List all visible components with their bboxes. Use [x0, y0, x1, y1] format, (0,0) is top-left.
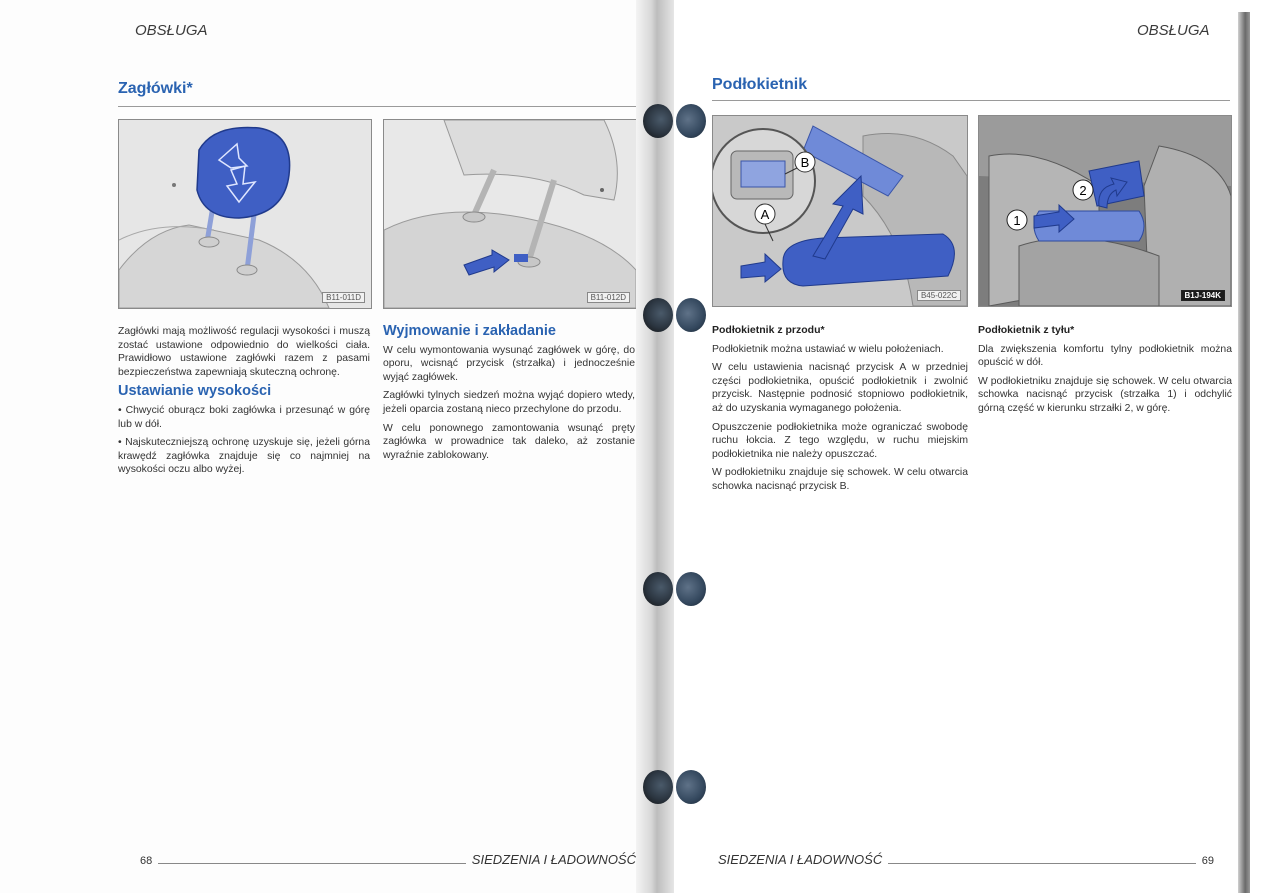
section-label-right: OBSŁUGA	[1137, 22, 1210, 39]
title-rule-right	[712, 100, 1230, 101]
footer-title: SIEDZENIA I ŁADOWNOŚĆ	[471, 852, 636, 867]
right-column-2	[978, 324, 1232, 421]
figure-code: B45-022C	[917, 290, 961, 301]
section-heading: Podłokietnik z przodu*	[712, 324, 825, 336]
paragraph: W celu wymontowania wysunąć zagłówek w górę, do oporu, wcisnąć przycisk (strzałka) i jednocześnie wyjąć zagłówek.	[383, 344, 635, 383]
paragraph: Podłokietnik można ustawiać w wielu położeniach.	[712, 343, 944, 355]
footer-rule	[888, 863, 1196, 864]
paragraph: Opuszczenie podłokietnika może ograniczać swobodę ruchu łokcia. Z tego względu, w ruchu miejskim podłokietnika nie należy opuszczać.	[712, 421, 968, 460]
page-title-left: Zagłówki*	[118, 80, 193, 97]
paragraph: W podłokietniku znajduje się schowek. W celu otwarcia schowka nacisnąć przycisk B.	[712, 467, 968, 492]
callout-2: 2	[1079, 183, 1087, 198]
callout-1: 1	[1013, 213, 1021, 228]
figure-headrest-removal	[383, 119, 637, 309]
footer-title: SIEDZENIA I ŁADOWNOŚĆ	[718, 852, 883, 867]
page-number: 69	[1201, 855, 1214, 867]
paragraph: W podłokietniku znajduje się schowek. W celu otwarcia schowka nacisnąć przycisk (strzałka 1) i odchylić górną część w kierunku strzałki 2, w górę.	[978, 375, 1232, 414]
footer-left	[140, 852, 636, 867]
paragraph: W celu ponownego zamontowania wsunąć pręty zagłówka w prowadnice tak daleko, aż zostanie wyraźnie zablokowany.	[383, 422, 635, 461]
title-rule-left	[118, 106, 636, 107]
figure-front-armrest	[712, 115, 968, 307]
figure-code: B11-011D	[322, 292, 365, 303]
figure-rear-armrest	[978, 115, 1232, 307]
paragraph: Zagłówki tylnych siedzeń można wyjąć dopiero wtedy, jeżeli oparcia zostaną nieco przechylone do przodu.	[383, 390, 635, 415]
page-title-right: Podłokietnik	[712, 76, 808, 93]
section-label-left: OBSŁUGA	[135, 22, 208, 39]
figure-headrest-height	[118, 119, 372, 309]
callout-b: B	[800, 155, 810, 170]
bullet-item: • Chwycić oburącz boki zagłówka i przesunąć w górę lub w dół.	[118, 404, 370, 430]
paragraph: W celu ustawienia nacisnąć przycisk A w przedniej części podłokietnika, opuścić podłokietnik i zwolnić przycisk. Następnie podnosić stopniowo podłokietnik, aż do uzyskania wymaganego położenia.	[712, 362, 968, 414]
figure-code: B1J-194K	[1181, 290, 1225, 301]
bullet-item: • Najskuteczniejszą ochronę uzyskuje się, jeżeli górna krawędź zagłówka znajduje się co najmniej na wysokości oczu albo wyżej.	[118, 437, 370, 476]
section-heading: Wyjmowanie i zakładanie	[383, 323, 556, 339]
footer-right	[718, 852, 1214, 867]
figure-code: B11-012D	[587, 292, 630, 303]
left-column-1	[118, 325, 370, 482]
section-heading: Ustawianie wysokości	[118, 383, 272, 400]
footer-rule	[158, 863, 466, 864]
left-column-2	[383, 325, 635, 467]
paragraph: Zagłówki mają możliwość regulacji wysokości i muszą zostać ustawione odpowiednio do wielkości ciała. Prawidłowo ustawione zagłówki razem z pasami bezpieczeństwa zapewniają skuteczną ochronę.	[118, 326, 370, 378]
right-column-1	[712, 324, 968, 499]
paragraph: Dla zwiększenia komfortu tylny podłokietnik można opuścić w dół.	[978, 343, 1232, 369]
callout-a: A	[760, 207, 770, 222]
right-page	[660, 0, 1263, 893]
section-heading: Podłokietnik z tyłu*	[978, 324, 1075, 336]
page-number: 68	[140, 855, 153, 867]
